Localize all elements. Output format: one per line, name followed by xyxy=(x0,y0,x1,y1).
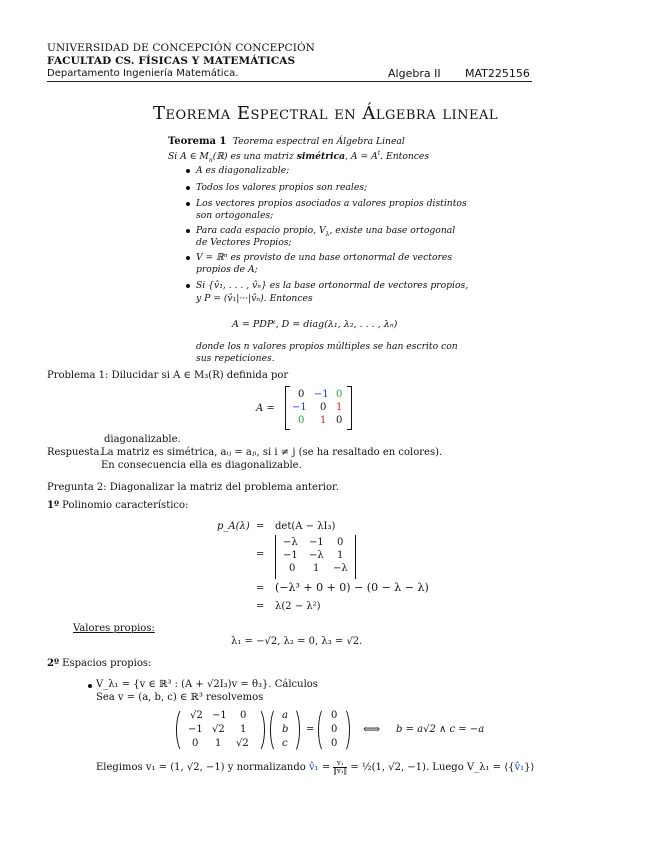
s11: √2 xyxy=(190,710,203,721)
eigen-label: Valores propios: xyxy=(73,623,155,634)
bullet-dot xyxy=(88,684,92,688)
bullet-6-line2: y P = (v̂₁|···|v̂ₙ). Entonces xyxy=(196,293,313,304)
s32: 1 xyxy=(215,738,222,749)
a12: −1 xyxy=(314,389,329,400)
hyp-end: . Entonces xyxy=(380,151,430,163)
university-name: UNIVERSIDAD DE CONCEPCIÓN CONCEPCIÓN xyxy=(47,42,315,54)
d23: 1 xyxy=(337,550,344,561)
d13: 0 xyxy=(337,537,344,548)
eq-sign: = xyxy=(306,724,315,735)
paren-right xyxy=(249,707,265,753)
poly-lhs: p_A(λ) xyxy=(217,521,250,532)
d32: 1 xyxy=(313,563,320,574)
a22: 0 xyxy=(320,402,327,413)
s31: 0 xyxy=(192,738,199,749)
bracket-left xyxy=(285,386,290,430)
d33: −λ xyxy=(333,563,348,574)
choose-hat: v̂₁ xyxy=(308,762,319,773)
hyp-sup: t xyxy=(377,150,381,157)
choose-line xyxy=(96,760,534,775)
step2-num: 2º xyxy=(47,658,59,669)
a21: −1 xyxy=(292,402,307,413)
step1-heading xyxy=(47,500,188,511)
poly-eq3: (−λ³ + 0 + 0) − (0 − λ − λ) xyxy=(275,581,429,594)
a31: 0 xyxy=(298,415,305,426)
paren-left xyxy=(318,707,332,753)
choose-eq: = xyxy=(321,762,331,773)
eq-sign: = xyxy=(256,549,265,560)
norm-fraction xyxy=(333,760,347,775)
s22: √2 xyxy=(212,724,225,735)
bullet-dot xyxy=(186,229,190,233)
eq-sign: = xyxy=(256,601,265,612)
a23: 1 xyxy=(336,402,343,413)
vec-c: c xyxy=(282,738,288,749)
zero-3: 0 xyxy=(331,738,338,749)
bracket-right xyxy=(347,386,352,430)
choose-end: }⟩ xyxy=(524,762,535,773)
step2-heading xyxy=(47,658,151,669)
course-code: MAT225156 xyxy=(465,67,530,80)
det-bar-right xyxy=(355,535,356,579)
answer-label: Respuesta. xyxy=(47,447,103,458)
paren-right xyxy=(336,707,350,753)
bullet-4-a: Para cada espacio propio, V xyxy=(196,225,326,236)
hyp-sub: n xyxy=(208,156,213,164)
course-name: Algebra II xyxy=(388,67,441,80)
theorem-closing-2: sus repeticiones. xyxy=(196,353,275,364)
bullet-3-line1: Los vectores propios asociados a valores propios distintos xyxy=(196,198,467,209)
choose-hat2: v̂₁ xyxy=(514,762,525,773)
choose-pre: Elegimos v₁ = (1, √2, −1) y normalizando xyxy=(96,762,306,773)
hyp-post: , A = A xyxy=(345,151,378,163)
frac-den: ‖v₁‖ xyxy=(333,767,348,775)
step1-num: 1º xyxy=(47,500,59,511)
bullet-4-b: existe una base ortogonal xyxy=(335,225,456,236)
eq-sign: = xyxy=(256,583,265,594)
bullet-dot xyxy=(186,186,190,190)
hyp-bold: simétrica xyxy=(296,151,346,163)
hyp-mid: (ℝ) es una matriz xyxy=(212,151,297,163)
hyp-pre: Si A ∈ M xyxy=(168,151,209,163)
s12: −1 xyxy=(212,710,227,721)
question2-statement: Pregunta 2: Diagonalizar la matriz del problema anterior. xyxy=(47,482,339,493)
theorem-name: Teorema espectral en Álgebra Lineal xyxy=(232,136,405,147)
bullet-6-line1: Si {v̂₁, . . . , v̂ₙ} es la base ortonormal de vectores propios, xyxy=(196,280,469,291)
theorem-formula: A = PDPᵗ, D = diag(λ₁, λ₂, . . . , λₙ) xyxy=(232,319,398,330)
poly-eq1: det(A − λI₃) xyxy=(275,521,336,532)
answer-line1: La matriz es simétrica, aᵢⱼ = aⱼᵢ, si i ≠ j (se ha resaltado en colores). xyxy=(101,447,443,458)
s13: 0 xyxy=(240,710,247,721)
d12: −1 xyxy=(309,537,324,548)
bullet-dot xyxy=(186,284,190,288)
step2-label: Espacios propios: xyxy=(62,658,152,669)
theorem-hypothesis xyxy=(168,150,429,164)
det-bar-left xyxy=(275,535,276,579)
s23: 1 xyxy=(240,724,247,735)
bullet-4-line1: Para cada espacio propio, $V_\lambda$, existe una base ortogonal xyxy=(196,225,456,238)
answer-line2: En consecuencia ella es diagonalizable. xyxy=(101,460,302,471)
choose-post: = ½(1, √2, −1). Luego V_λ₁ = ⟨{ xyxy=(350,762,515,773)
s33: √2 xyxy=(236,738,249,749)
space-let: Sea v = (a, b, c) ∈ ℝ³ resolvemos xyxy=(96,692,264,703)
faculty-name: FACULTAD CS. FÍSICAS Y MATEMÁTICAS xyxy=(47,55,296,67)
bullet-dot xyxy=(186,202,190,206)
a11: 0 xyxy=(298,389,305,400)
d21: −1 xyxy=(283,550,298,561)
header-rule xyxy=(47,81,532,82)
bullet-5-line2: propios de A; xyxy=(196,264,258,275)
eigenvalues: λ₁ = −√2, λ₂ = 0, λ₃ = √2. xyxy=(231,636,363,647)
bullet-3-line2: son ortogonales; xyxy=(196,210,274,221)
d31: 0 xyxy=(289,563,296,574)
a33: 0 xyxy=(336,415,343,426)
zero-1: 0 xyxy=(331,710,338,721)
problem1-after: diagonalizable. xyxy=(104,434,181,445)
zero-2: 0 xyxy=(331,724,338,735)
matrix-a-label: A = xyxy=(256,403,275,414)
poly-eq4: λ(2 − λ²) xyxy=(275,601,321,612)
a13: 0 xyxy=(336,389,343,400)
bullet-1: A es diagonalizable; xyxy=(196,165,290,176)
bullet-5-line1: V = ℝⁿ es provisto de una base ortonormal de vectores xyxy=(196,252,453,263)
step1-label: Polinomio característico: xyxy=(62,500,189,511)
d11: −λ xyxy=(283,537,298,548)
vec-a: a xyxy=(282,710,288,721)
s21: −1 xyxy=(188,724,203,735)
bullet-4-line2: de Vectores Propios; xyxy=(196,237,292,248)
bullet-2: Todos los valores propios son reales; xyxy=(196,182,368,193)
page-title: Teorema Espectral en Álgebra lineal xyxy=(153,103,498,124)
sys-result: b = a√2 ∧ c = −a xyxy=(396,724,485,735)
bullet-dot xyxy=(186,169,190,173)
theorem-heading xyxy=(168,136,405,147)
iff-symbol: ⟺ xyxy=(363,722,381,736)
space-def: V_λ₁ = {v ∈ ℝ³ : (A + √2I₃)v = θ₃}. Cálculos xyxy=(96,679,318,690)
vec-b: b xyxy=(282,724,289,735)
theorem-label: Teorema 1 xyxy=(168,136,227,147)
department-name: Departamento Ingeniería Matemática. xyxy=(47,68,239,79)
problem1-statement: Problema 1: Dilucidar si A ∈ M₃(R) definida por xyxy=(47,370,289,381)
d22: −λ xyxy=(309,550,324,561)
a32: 1 xyxy=(320,415,327,426)
eq-sign: = xyxy=(256,521,265,532)
frac-num: v₁ xyxy=(333,760,347,768)
bullet-dot xyxy=(186,256,190,260)
theorem-closing-1: donde los n valores propios múltiples se han escrito con xyxy=(196,341,458,352)
